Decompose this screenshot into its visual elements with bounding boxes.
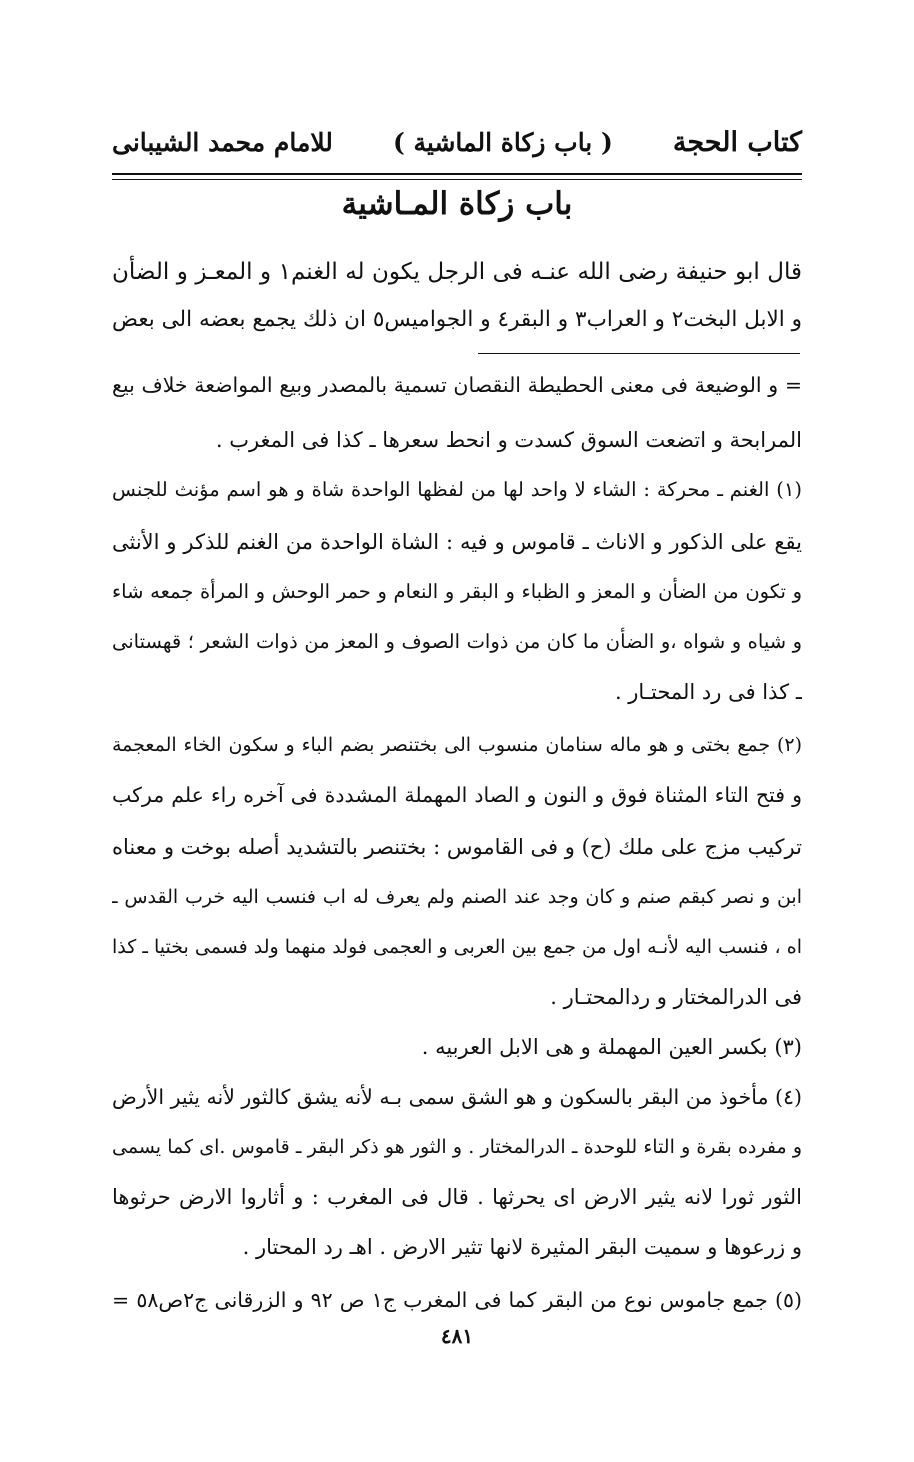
running-header: [112, 118, 802, 166]
footnote-line: اه ، فنسب اليه لأنـه اول من جمع بين العربى و العجمى فولد منهما ولد فسمى بختيا ـ كذا: [112, 936, 802, 958]
footnote-line: (٣) بكسر العين المهملة و هى الابل العربيه .: [421, 1035, 802, 1059]
footnote-line: و تكون من الضأن و المعز و الظباء و البقر و النعام و حمر الوحش و المرأة جمعه شاء: [112, 580, 802, 603]
header-author: للامام محمد الشيبانى: [112, 127, 333, 157]
page-number: ٤٨١: [440, 1324, 474, 1348]
footnote-line: الثور ثورا لانه يثير الارض اى يحرثها . قال فى المغرب : و أثاروا الارض حرثوها: [112, 1185, 802, 1209]
footnote-line: ابن و نصر كبقم صنم و كان وجد عند الصنم ولم يعرف له اب فنسب اليه خرب القدس ـ: [112, 886, 802, 908]
chapter-title: باب زكاة المـاشية: [341, 186, 573, 222]
header-chapter: ( باب زكاة الماشية ): [393, 127, 613, 157]
footnote-line: يقع على الذكور و الاناث ـ قاموس و فيه : الشاة الواحدة من الغنم للذكر و الأنثى: [112, 530, 802, 554]
footnote-line: المرابحة و اتضعت السوق كسدت و انحط سعرها ـ كذا فى المغرب .: [215, 428, 802, 452]
footnote-line: و مفرده بقرة و التاء للوحدة ـ الدرالمختار . و الثور هو ذكر البقر ـ قاموس .اى كما يسمى: [112, 1136, 802, 1158]
footnote-line: (٥) جمع جاموس نوع من البقر كما فى المغرب ج١ ص ٩٢ و الزرقانى ج٢ص٥٨ =: [112, 1288, 802, 1312]
footnote-line: و شياه و شواه ،و الضأن ما كان من ذوات الصوف و المعز من ذوات الشعر ؛ قهستانى: [112, 630, 802, 653]
footnote-line: و زرعوها و سميت البقر المثيرة لانها تثير الارض . اهـ رد المحتار .: [242, 1235, 802, 1259]
header-book-title: كتاب الحجة: [672, 126, 802, 158]
footnote-line: فى الدرالمختار و ردالمحتـار .: [550, 985, 802, 1009]
footnote-separator: [478, 353, 800, 354]
main-line: قال ابو حنيفة رضى الله عنـه فى الرجل يكون له الغنم١ و المعـز و الضأن: [112, 259, 802, 285]
footnote-line: (٢) جمع بختى و هو ماله سنامان منسوب الى بختنصر بضم الباء و سكون الخاء المعجمة: [112, 734, 802, 756]
main-line: و الابل البخت٢ و العراب٣ و البقر٤ و الجواميس٥ ان ذلك يجمع بعضه الى بعض: [112, 307, 802, 332]
header-rule-thin: [112, 179, 802, 180]
header-rule-thick: [112, 173, 802, 175]
footnote-line: (١) الغنم ـ محركة : الشاء لا واحد لها من لفظها الواحدة شاة و هو اسم مؤنث للجنس: [112, 478, 802, 501]
footnote-line: (٤) مأخوذ من البقر بالسكون و هو الشق سمى بـه لأنه يشق كالثور لأنه يثير الأرض: [112, 1085, 802, 1109]
footnote-line: ـ كذا فى رد المحتـار .: [614, 680, 802, 704]
footnote-line: = و الوضيعة فى معنى الحطيطة النقصان تسمية بالمصدر وبيع المواضعة خلاف بيع: [112, 373, 802, 397]
footnote-line: و فتح التاء المثناة فوق و النون و الصاد المهملة المشددة فى آخره راء علم مركب: [112, 783, 802, 807]
footnote-line: تركيب مزج على ملك (ح) و فى القاموس : بختنصر بالتشديد أصله بوخت و معناه: [112, 835, 802, 859]
